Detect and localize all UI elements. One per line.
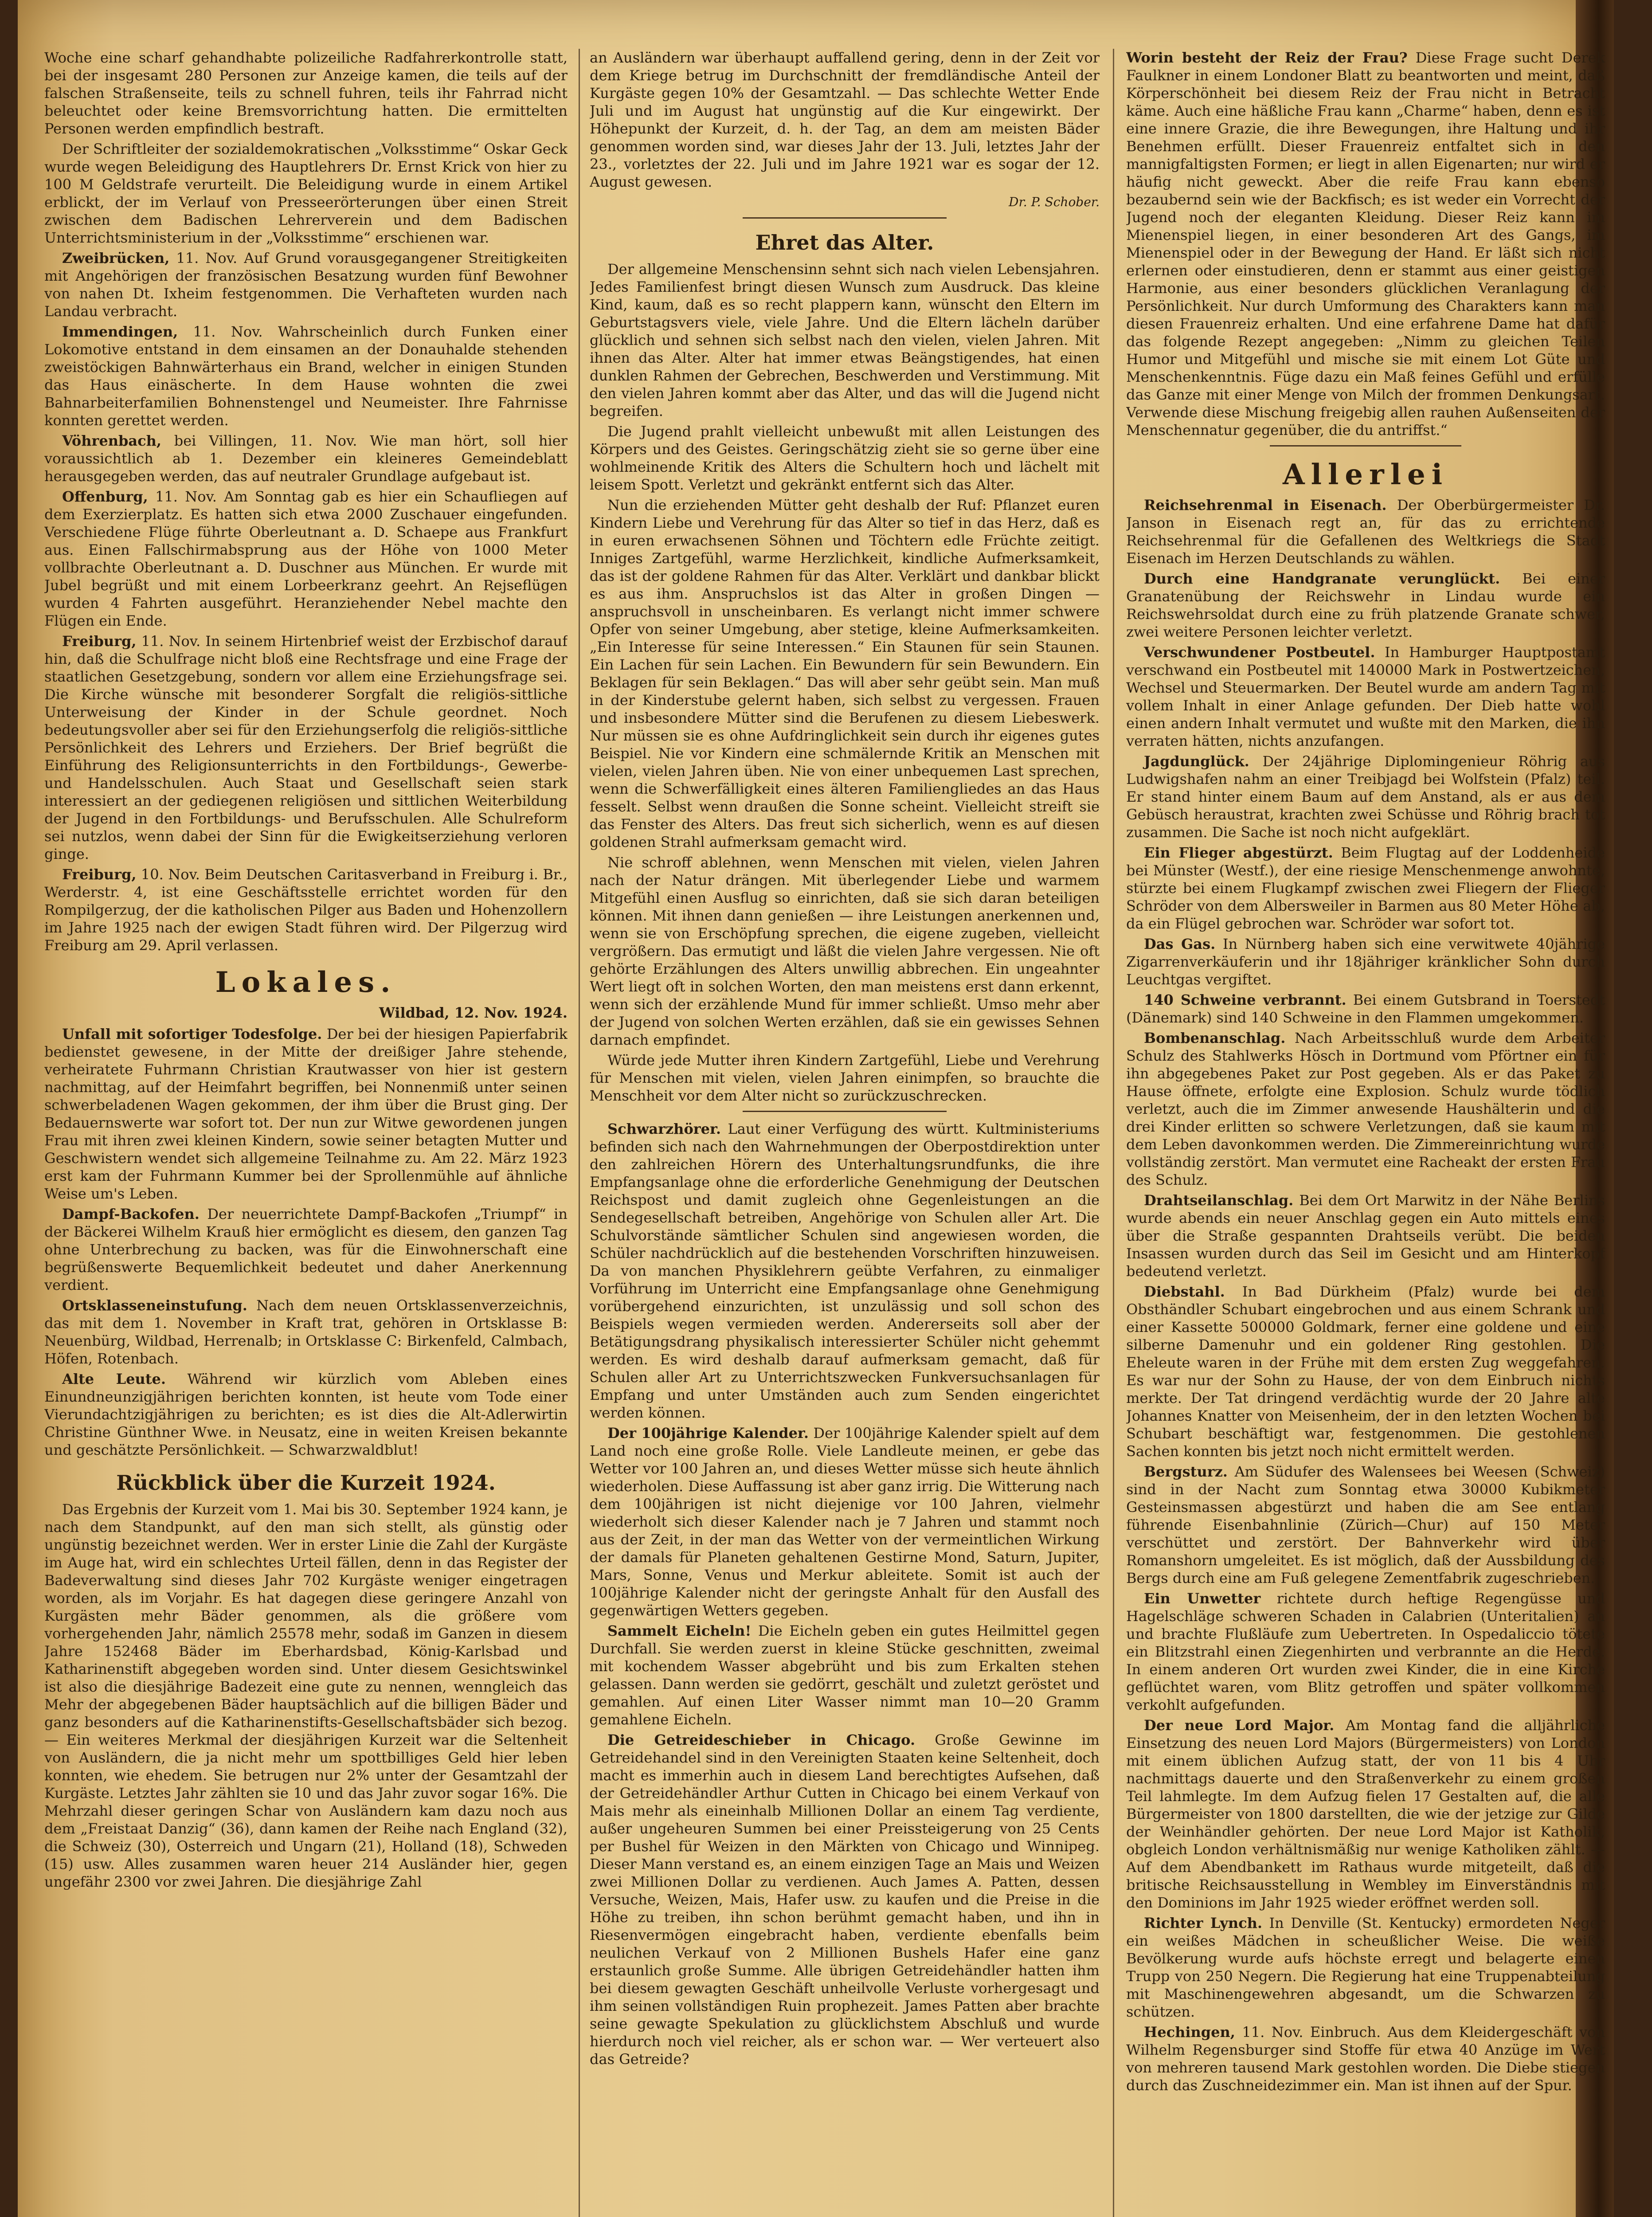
paragraph: an Ausländern war überhaupt auffallend gering, denn in der Zeit vor dem Kriege betrug im Durchschnitt der fremdländische Anteil der Kurgäste gegen 10% der Gesamtzahl. — Das schlechte Wetter Ende Juli und im August hat ungünstig auf die Kur eingewirkt. Der Höhepunkt der Kurzeit, d. h. der Tag, an dem am meisten Bäder genommen worden sind, war dieses Jahr der 13. Juli, letztes Jahr der 23., vorletztes der 22. Juli und im Jahre 1921 war es sogar der 12. August gewesen. xyxy=(590,49,1100,190)
news-item xyxy=(1126,844,1605,932)
item-text: In Nürnberg haben sich eine verwitwete 40jährige Zigarrenverkäuferin und ihr 18jähriger kränklicher Sohn durch Leuchtgas vergiftet. xyxy=(1126,936,1605,988)
item-text: 11. Nov. Wahrscheinlich durch Funken einer Lokomotive entstand in dem einsamen an der Donauhalde stehenden zweistöckigen Bahnwärterhaus ein Brand, welcher in einigen Stunden das Haus einäscherte. In dem Hause wohnten die zwei Bahnarbeiterfamilien Bohnenstengel und Neumeister. Ihre Fahrnisse konnten gerettet werden. xyxy=(44,323,568,429)
paragraph: Das Ergebnis der Kurzeit vom 1. Mai bis 30. September 1924 kann, je nach dem Standpunkt, auf den man sich stellt, als günstig oder ungünstig bezeichnet werden. Wer in erster Linie die Zahl der Kurgäste im Auge hat, wird ein schlechtes Urteil fällen, denn in das Register der Badeverwaltung sind dieses Jahr 702 Kurgäste weniger eingetragen worden, als im Vorjahr. Es hat dagegen diese geringere Anzahl von Kurgästen mehr Bäder genommen, als die größere vom vorhergehenden Jahr, nämlich 25578 mehr, sodaß im Ganzen in diesem Jahre 152468 Bäder im Eberhardsbad, König-Karlsbad und Katharinenstift abgegeben worden sind. Unter diesem Gesichtswinkel ist also die diesjährige Badezeit eine gute zu nennen, wenngleich das Mehr der abgegebenen Bäder hauptsächlich auf die billigen Bäder und ganz besonders auf die Katharinenstifts-Gesellschaftsbäder sich bezog. — Ein weiteres Merkmal der diesjährigen Kurzeit war die Seltenheit von Ausländern, die ja nicht mehr um spottbilliges Geld hier leben konnten, wie ehedem. Sie betrugen nur 2% unter der Gesamtzahl der Kurgäste. Letztes Jahr zählten sie 10 und das Jahr zuvor sogar 16%. Die Mehrzahl dieser geringen Schar von Ausländern kam dazu noch aus dem „Freistaat Danzig“ (36), dann kamen der Reihe nach England (32), die Schweiz (30), Osterreich und Ungarn (21), Holland (18), Schweden (15) usw. Alles zusammen waren heuer 214 Ausländer hier, gegen ungefähr 2300 vor zwei Jahren. Die diesjährige Zahl xyxy=(44,1501,568,1890)
separator xyxy=(1270,445,1461,447)
item-text: Der bei der hiesigen Papierfabrik bedienstet gewesene, in der Mitte der dreißiger Jahre stehende, verheiratete Fuhrmann Christian Krautwasser von hier ist gestern nachmittag, auf der Heimfahrt begriffen, bei Nonnenmiß unter seinen schwerbeladenen Wagen gekommen, der ihm über die Brust ging. Der Bedauernswerte war sofort tot. Der nun zur Witwe gewordenen jungen Frau mit ihren zwei kleinen Kindern, sowie seiner betagten Mutter und Geschwistern wendet sich allgemeine Teilnahme zu. Am 22. März 1923 erst kam der Fuhrmann Kummer bei der Sprollenmühle auf ähnliche Weise um's Leben. xyxy=(44,1026,568,1202)
author-signature: Dr. P. Schober. xyxy=(1009,195,1100,209)
item-text: Beim Flugtag auf der Loddenheide bei Münster (Westf.), der eine riesige Menschenmenge anwohnte, stürzte bei einem Flugkampf zwischen zwei Fliegern der Flieger Schröder von dem Albersweiler in Barmen aus 80 Meter Höhe ab, da ein Flügel gebrochen war. Schröder war sofort tot. xyxy=(1126,844,1605,932)
paragraph: Nie schroff ablehnen, wenn Menschen mit vielen, vielen Jahren nach der Natur drängen. Mit überlegender Liebe und warmem Mitgefühl einen Ausflug so einrichten, daß sie sich daran beteiligen können. Mit ihnen dann genießen — ihre Leistungen anerkennen und, wenn sie von Erschöpfung sprechen, die eigene zugeben, vielleicht vergrößern. Das ermutigt und läßt die vielen Jahre vergessen. Nie oft gehörte Erzählungen des Alters unwillig abbrechen. Ein ungeahnter Wert liegt oft in solchen Worten, den man meistens erst dann erkennt, wenn sich der erzählende Mund für immer schließt. Umso mehr aber der Jugend von solchen Werten erzählen, daß sie ein gewisses Sehnen darnach empfindet. xyxy=(590,854,1100,1048)
news-item xyxy=(1126,1716,1605,1911)
news-item xyxy=(44,1205,568,1294)
news-item xyxy=(44,1370,568,1459)
paragraph: Woche eine scharf gehandhabte polizeiliche Radfahrerkontrolle statt, bei der insgesamt 280 Personen zur Anzeige kamen, die teils auf der falschen Straßenseite, teils zu schnell fuhren, teils ihr Fahrrad nicht beleuchtet oder keine Bremsvorrichtung hatten. Die ermittelten Personen werden empfindlich bestraft. xyxy=(44,49,568,137)
item-text: Der neuerrichtete Dampf-Backofen „Triumpf“ in der Bäckerei Wilhelm Krauß hier ermöglicht es diesem, den ganzen Tag ohne Unterbrechung zu backen, was für die Einwohnerschaft eine begrüßenswerte Bequemlichkeit bedeutet und daher Anerkennung verdient. xyxy=(44,1206,568,1293)
item-text: 11. Nov. In seinem Hirtenbrief weist der Erzbischof darauf hin, daß die Schulfrage nicht bloß eine Rechtsfrage und eine Frage der staatlichen Gesetzgebung, sondern vor allem eine Erziehungsfrage sei. Die Kirche wünsche mit besonderer Sorgfalt die religiös-sittliche Unterweisung der Kinder in der Schule geordnet. Noch bedeutungsvoller aber sei für den Erziehungserfolg die religiös-sittliche Persönlichkeit des Lehrers und Erziehers. Der Brief begrüßt die Einführung des Religionsunterrichts in den Fortbildungs-, Gewerbe- und Handelsschulen. Auch Staat und Gesellschaft seien stark interessiert an der gediegenen religiösen und sittlichen Weiterbildung der Jugend in den Fortbildungs- und Berufsschulen. Alle Schulreform sei nutzlos, wenn dabei der Sinn für die Ewigkeitserziehung verloren ginge. xyxy=(44,633,568,862)
item-text: Bei einer Granatenübung der Reichswehr in Lindau wurde ein Reichswehrsoldat durch eine zu früh platzende Granate schwer, zwei weitere Personen leichter verletzt. xyxy=(1126,570,1605,640)
column-rule xyxy=(579,49,580,2217)
news-item xyxy=(44,1297,568,1367)
column-rule xyxy=(1113,49,1114,2217)
news-item xyxy=(590,1424,1100,1619)
item-head: Der 100jährige Kalender. xyxy=(607,1425,809,1441)
item-head: Freiburg, xyxy=(62,866,137,883)
item-head: Zweibrücken, xyxy=(62,250,170,266)
separator xyxy=(743,1111,947,1112)
item-head: 140 Schweine verbrannt. xyxy=(1144,991,1347,1008)
item-text: 11. Nov. Auf Grund vorausgegangener Streitigkeiten mit Angehörigen der französischen Besatzung wurden fünf Bewohner von nahen Dt. Ixheim festgenommen. Die Verhafteten wurden nach Landau verbracht. xyxy=(44,250,568,320)
column-2 xyxy=(590,49,1100,2217)
news-item xyxy=(1126,1463,1605,1587)
news-item xyxy=(1126,752,1605,841)
item-text: Nach dem neuen Ortsklassenverzeichnis, das mit dem 1. November in Kraft trat, gehören in Ortsklasse B: Neuenbürg, Wildbad, Herrenalb; in Ortsklasse C: Birkenfeld, Calmbach, Höfen, Rotenbach. xyxy=(44,1297,568,1367)
section-heading-allerlei: Allerlei xyxy=(1282,458,1449,491)
item-text: Große Gewinne im Getreidehandel sind in den Vereinigten Staaten keine Seltenheit, doch macht es immerhin auch in diesem Land berechtigtes Aufsehen, daß der Getreidehändler Arthur Cutten in Chicago bei einem Verkauf von Mais mehr als eineinhalb Millionen Dollar an einem Tag verdiente, außer ungeheuren Summen bei einer Preissteigerung von 25 Cents per Bushel für Weizen in den Märkten von Chicago und Winnipeg. Dieser Mann verstand es, an einem einzigen Tage an Mais und Weizen zwei Millionen Dollar zu verdienen. Auch James A. Patten, dessen Versuche, Weizen, Mais, Hafer usw. zu kaufen und die Preise in die Höhe zu treiben, ihn schon berühmt gemacht haben, und ihn in Riesenvermögen eingebracht haben, verdiente ebenfalls beim neulichen Verkauf von 2 Millionen Bushels Hafer eine ganz erstaunlich große Summe. Alle übrigen Getreidehändler hatten ihm bei diesem gewagten Geschäft unheilvolle Verluste vorhergesagt und ihm seinen vollständigen Ruin prophezeit. James Patten aber brachte seine gewagte Spekulation zu glücklichstem Abschluß und wurde hierdurch noch viel reicher, als er schon war. — Wer verteuert also das Getreide? xyxy=(590,1731,1100,2068)
news-item xyxy=(1126,991,1605,1026)
item-head: Drahtseilanschlag. xyxy=(1144,1192,1294,1209)
paragraph: Der allgemeine Menschensinn sehnt sich nach vielen Lebensjahren. Jedes Familienfest bringt diesen Wunsch zum Ausdruck. Das kleine Kind, kaum, daß es so recht plappern kann, wünscht den Eltern im Geburtstagsvers viele, viele Jahre. Und die Eltern lächeln darüber glücklich und sehnen sich selbst nach den vielen, vielen Jahren. Mit ihnen das Alter. Alter hat immer etwas Beängstigendes, hat einen dunklen Rahmen der Gebrechen, Beschwerden und Verstimmung. Mit den vielen Jahren kommt aber das Alter, und das will die Jugend nicht begreifen. xyxy=(590,261,1100,419)
item-head: Dampf-Backofen. xyxy=(62,1206,200,1222)
item-head: Ein Unwetter xyxy=(1144,1590,1261,1607)
news-item xyxy=(44,1025,568,1203)
item-head: Vöhrenbach, xyxy=(62,432,161,449)
item-text: Bei dem Ort Marwitz in der Nähe Berlins wurde abends ein neuer Anschlag gegen ein Auto mittels eines über die Straße gespannten Drahtseils verübt. Die beiden Insassen wurden durch das Seil im Gesicht und am Hinterkopf bedeutend verletzt. xyxy=(1126,1192,1605,1280)
item-head: Ortsklasseneinstufung. xyxy=(62,1297,247,1314)
item-head: Alte Leute. xyxy=(62,1371,166,1387)
item-text: Die Eicheln geben ein gutes Heilmittel gegen Durchfall. Sie werden zuerst in kleine Stücke geschnitten, zweimal mit kochendem Wasser abgebrüht und bis zum Erkalten stehen gelassen. Dann werden sie gedörrt, geschält und zuletzt geröstet und gemahlen. Auf einen Liter Wasser nimmt man 10—20 Gramm gemahlene Eicheln. xyxy=(590,1622,1100,1728)
news-item xyxy=(44,488,568,630)
paragraph: Würde jede Mutter ihren Kindern Zartgefühl, Liebe und Verehrung für Menschen mit vielen, vielen Jahren einimpfen, so brauchte die Menschheit vor dem Alter nicht so zurückzuschrecken. xyxy=(590,1052,1100,1104)
item-head: Offenburg, xyxy=(62,488,148,505)
item-text: Der 24jährige Diplomingenieur Röhrig aus Ludwigshafen nahm an einer Treibjagd bei Wolfstein (Pfalz) teil. Er stand hinter einem Baum auf dem Anstand, als er aus dem Gebüsch heraustrat, krachten zwei Schüsse und Röhrig brach tot zusammen. Die Sache ist noch nicht aufgeklärt. xyxy=(1126,753,1605,841)
item-head: Ein Flieger abgestürzt. xyxy=(1144,844,1333,861)
news-item xyxy=(1126,1191,1605,1280)
item-head: Durch eine Handgranate verunglückt. xyxy=(1144,570,1500,587)
item-head: Das Gas. xyxy=(1144,936,1216,952)
item-text: Bei einem Gutsbrand in Toerstedt (Dänemark) sind 140 Schweine in den Flammen umgekommen. xyxy=(1126,991,1605,1026)
item-head: Freiburg, xyxy=(62,633,137,650)
item-head: Schwarzhörer. xyxy=(607,1120,721,1137)
item-text: bei Villingen, 11. Nov. Wie man hört, soll hier voraussichtlich ab 1. Dezember ein kleineres Gemeindeblatt herausgegeben werden, das auf neutraler Grundlage aufgebaut ist. xyxy=(44,432,568,485)
separator xyxy=(743,217,947,219)
news-item xyxy=(44,249,568,320)
item-head: Worin besteht der Reiz der Frau? xyxy=(1126,49,1408,66)
item-head: Hechingen, xyxy=(1144,2024,1235,2041)
article-title: Rückblick über die Kurzeit 1924. xyxy=(116,1471,496,1495)
news-item xyxy=(1126,935,1605,988)
item-text: Nach Arbeitsschluß wurde dem Arbeiter Schulz des Stahlwerks Hösch in Dortmund vom Pförtner ein für ihn abgegebenes Paket zur Post gegeben. Als er das Paket zu Hause öffnete, erfolgte eine Explosion. Schulz wurde tödlich verletzt, auch die im Zimmer anwesende Haushälterin und die drei Kinder erlitten so schwere Verletzungen, daß sie kaum mit dem Leben davonkommen werden. Die Zimmereinrichtung wurde vollständig zerstört. Man vermutet eine Racheakt der ersten Frau des Schulz. xyxy=(1126,1030,1605,1188)
item-head: Diebstahl. xyxy=(1144,1283,1225,1300)
news-item xyxy=(1126,2023,1605,2094)
article-title: Ehret das Alter. xyxy=(755,231,934,255)
item-head: Sammelt Eicheln! xyxy=(607,1622,752,1639)
news-item xyxy=(590,1731,1100,2068)
item-head: Der neue Lord Major. xyxy=(1144,1717,1335,1734)
item-text: Während wir kürzlich vom Ableben eines Einundneunzigjährigen berichten konnten, ist heute vom Tode einer Vierundachtzigjährigen zu berichten; es ist dies die Alt-Adlerwirtin Christine Günthner Wwe. in Neusatz, eine in weiten Kreisen bekannte und geschätzte Persönlichkeit. — Schwarzwaldblut! xyxy=(44,1371,568,1458)
column-1 xyxy=(44,49,568,2217)
item-text: Diese Frage sucht Derek Faulkner in einem Londoner Blatt zu beantworten und meint, daß Körperschönheit bei diesem Reiz der Frau nicht in Betracht käme. Auch eine häßliche Frau kann „Charme“ haben, denn es ist eine innere Grazie, die ihre Bewegungen, ihre Haltung und ihr Benehmen erfüllt. Dieser Frauenreiz entfaltet sich in den mannigfaltigsten Formen; er liegt in allen Eigenarten; nur wird er häufig nicht geweckt. Aber die reife Frau kann ebenso bezaubernd sein wie der Backfisch; es ist weder ein Vorrecht der Jugend noch der eleganten Kleidung. Dieser Reiz kann im Mienenspiel liegen, in einer besonderen Art des Gangs, im Mienenspiel oder in der Bewegung der Hand. Er läßt sich nicht erlernen oder einstudieren, denn er stammt aus einer geistigen Harmonie, aus einer besonders glücklichen Veranlagung der Persönlichkeit. Nur durch Umformung des Charakters kann man diesen Frauenreiz erhalten. Und eine erfahrene Dame hat dafür das folgende Rezept angegeben: „Nimm zu gleichen Teilen Humor und Mitgefühl und mische sie mit einem Lot Güte und Menschenkenntnis. Füge dazu ein Maß feines Gefühl und erfülle das Ganze mit einer Menge von Milch der frommen Denkungsart. Verwende diese Mischung freigebig allen rauhen Außenseiten der Menschennatur gegenüber, die du antriffst.“ xyxy=(1126,49,1605,439)
item-text: Laut einer Verfügung des württ. Kultministeriums befinden sich nach den Wahrnehmungen der Oberpostdirektion unter den zahlreichen Hörern des Unterhaltungsrundfunks, die ihre Empfangsanlage ohne die erforderliche Genehmigung der Deutschen Reichspost und damit zugleich ohne Gegenleistungen an die Sendegesellschaft betreiben, Angehörige von Schulen aller Art. Die Schulvorstände sämtlicher Schulen sind angewiesen worden, die Schüler nachdrücklich auf die bestehenden Vorschriften hinzuweisen. Da von manchen Physiklehrern geübte Verfahren, zu einmaliger Vorführung im Unterricht eine Empfangsanlage ohne Genehmigung vorübergehend einzurichten, ist unzulässig und soll schon des Beispiels wegen vermieden werden. Andererseits soll aber der Betätigungsdrang physikalisch interessierter Schüler nicht gehemmt werden. Es wird deshalb darauf aufmerksam gemacht, daß für Schulen aller Art zu Unterrichtszwecken Funkversuchsanlagen für Empfang und unter Umständen auch zum Senden eingerichtet werden können. xyxy=(590,1120,1100,1421)
item-text: In Bad Dürkheim (Pfalz) wurde bei dem Obsthändler Schubart eingebrochen und aus einem Schrank und einer Kassette 500000 Goldmark, ferner eine goldene und eine silberne Damenuhr und ein goldener Ring gestohlen. Die Eheleute waren in der Frühe mit dem ersten Zug weggefahren. Es war nur der Sohn zu Hause, der von dem Einbruch nichts merkte. Der Tat dringend verdächtig wurde der 20 Jahre alte Johannes Knatter von Meisenheim, der in den letzten Wochen bei Schubart beschäftigt war, festgenommen. Die gestohlenen Sachen konnten bis jetzt noch nicht ermittelt werden. xyxy=(1126,1283,1605,1460)
item-text: 10. Nov. Beim Deutschen Caritasverband in Freiburg i. Br., Werderstr. 4, ist eine Geschäftsstelle errichtet worden für den Rompilgerzug, der die katholischen Pilger aus Baden und Hohenzollern im Jahre 1925 nach der ewigen Stadt führen wird. Der Pilgerzug wird Freiburg am 29. April verlassen. xyxy=(44,866,568,954)
paragraph: Die Jugend prahlt vielleicht unbewußt mit allen Leistungen des Körpers und des Geistes. Geringschätzig zieht sie so gerne über eine wohlmeinende Kritik des Alters die Schultern hoch und lächelt mit leisem Spott. Verletzt und gekränkt entfernt sich das Alter. xyxy=(590,423,1100,493)
news-item xyxy=(1126,49,1605,439)
item-text: 11. Nov. Am Sonntag gab es hier ein Schaufliegen auf dem Exerzierplatz. Es hatten sich etwa 2000 Zuschauer eingefunden. Verschiedene Flüge führte Oberleutnant a. D. Schaepe aus Frankfurt aus. Einen Fallschirmabsprung aus der Höhe von 1000 Meter vollbrachte Oberleutnant a. D. Duschner aus München. Er wurde mit Jubel begrüßt und mit einem Lorbeerkranz geehrt. An Rejseflügen wurden 4 Fahrten ausgeführt. Heranziehender Nebel machte den Flügen ein Ende. xyxy=(44,488,568,629)
item-head: Unfall mit sofortiger Todesfolge. xyxy=(62,1026,322,1042)
news-item xyxy=(590,1120,1100,1422)
item-head: Die Getreideschieber in Chicago. xyxy=(607,1731,916,1748)
item-head: Reichsehrenmal in Eisenach. xyxy=(1144,497,1387,513)
dateline: Wildbad, 12. Nov. 1924. xyxy=(379,1004,568,1021)
item-text: Der Oberbürgermeister Dr. Janson in Eisenach regt an, für das zu errichtende Reichsehrenmal für die Gefallenen des Weltkriegs die Stadt Eisenach im Herzen Deutschlands zu wählen. xyxy=(1126,497,1605,567)
item-text: Am Montag fand die alljährliche Einsetzung des neuen Lord Majors (Bürgermeisters) von London mit einem üblichen Aufzug statt, der von 11 bis 4 Uhr nachmittags dauerte und den Straßenverkehr zu einem großen Teil lahmlegte. Im dem Aufzug fielen 17 Gestalten auf, die alle Bürgermeister von 1800 darstellten, die wie der jetzige zur Gilde der Weinhändler gehörten. Der neue Lord Major ist Katholik, obgleich London verhältnismäßig nur wenige Katholiken zählt. — Auf dem Abendbankett im Rathaus wurde mitgeteilt, daß die britische Reichsausstellung in Wembley im Einverständnis mit den Dominions im Jahr 1925 wieder eröffnet werden soll. xyxy=(1126,1717,1605,1911)
news-item xyxy=(44,432,568,485)
section-heading-lokales: Lokales. xyxy=(215,966,397,999)
news-item xyxy=(44,632,568,863)
news-item xyxy=(1126,570,1605,641)
item-head: Richter Lynch. xyxy=(1144,1915,1263,1931)
paragraph: Der Schriftleiter der sozialdemokratischen „Volksstimme“ Oskar Geck wurde wegen Beleidigung des Hauptlehrers Dr. Ernst Krick von hier zu 100 M Geldstrafe verurteilt. Die Beleidigung wurde in einem Artikel erblickt, der im Verlauf von Presseerörterungen über einen Streit zwischen dem Badischen Lehrerverein und dem Badischen Unterrichtsministerium in der „Volksstimme“ erschienen war. xyxy=(44,141,568,246)
news-item xyxy=(44,323,568,429)
newspaper-page xyxy=(18,0,1614,2217)
news-item xyxy=(1126,1029,1605,1189)
item-text: Am Südufer des Walensees bei Weesen (Schweiz) sind in der Nacht zum Sonntag etwa 30000 Kubikmeter Gesteinsmassen abgestürzt und haben die am See entlang führende Eisenbahnlinie (Zürich—Chur) auf 150 Meter verschüttet und zerstört. Der Bahnverkehr wird über Romanshorn umgeleitet. Es ist möglich, daß der Aussbildung des Bergs durch eine am Fuß gelegene Zementfabrik zugeschrieben. xyxy=(1126,1463,1605,1586)
item-text: richtete durch heftige Regengüsse und Hagelschläge schweren Schaden in Calabrien (Unteritalien) an und brachte Flußläufe zum Uebertreten. In Ospedaliccio tötete ein Blitzstrahl einen Ziegenhirten und verbrannte an die Herde. In einem anderen Ort wurden zwei Kinder, die in eine Kirche geflüchtet waren, vom Blitz getroffen und später vollkommen verkohlt aufgefunden. xyxy=(1126,1590,1605,1713)
news-item xyxy=(590,1622,1100,1728)
news-item xyxy=(1126,643,1605,750)
item-text: In Denville (St. Kentucky) ermordeten Neger ein weißes Mädchen in scheußlicher Weise. Die weiße Bevölkerung wurde aufs höchste erregt und belagerte einen Trupp von 250 Negern. Die Regierung hat eine Truppenabteilung mit Maschinengewehren abgesandt, um die Schwarzen zu schützen. xyxy=(1126,1915,1605,2020)
news-item xyxy=(44,866,568,954)
news-item xyxy=(1126,1914,1605,2021)
item-head: Jagdunglück. xyxy=(1144,753,1249,770)
item-head: Bombenanschlag. xyxy=(1144,1030,1286,1046)
paragraph: Nun die erziehenden Mütter geht deshalb der Ruf: Pflanzet euren Kindern Liebe und Verehrung für das Alter so tief in das Herz, daß es in euren erwachsenen Söhnen und Töchtern edle Früchte zeitigt. Inniges Zartgefühl, warme Herzlichkeit, kindliche Aufmerksamkeit, das ist der goldene Rahmen für das Alter. Verklärt und dankbar blickt es aus ihm. Anspruchslos ist das Alter in großen Dingen — anspruchsvoll in unscheinbaren. Es verlangt nicht immer schwere Opfer von seiner Umgebung, aber stetige, kleine Aufmerksamkeiten. „Ein Interesse für seine Interessen.“ Ein Staunen für sein Staunen. Ein Lachen für sein Lachen. Ein Bewundern für sein Bewundern. Ein Beklagen für sein Beklagen.“ Das will aber sehr geübt sein. Man muß in der Kinderstube gelernt haben, sich selbst zu vergessen. Frauen und insbesondere Mütter sind die Berufenen zu diesem Liebeswerk. Nur müssen sie es ohne Aufdringlichkeit sein durch ihr eigenes gutes Beispiel. Nie vor Kindern eine schmälernde Kritik an Menschen mit vielen, vielen Jahren üben. Nie von einer unbequemen Last sprechen, wenn die Schwerfälligkeit eines älteren Familiengliedes an das Haus fesselt. Selbst wenn draußen die Sonne scheint. Vielleicht streift sie das Fenster des Alters. Das freut sich sicherlich, wenn es auf diesen goldenen Strahl aufmerksam gemacht wird. xyxy=(590,497,1100,850)
item-head: Immendingen, xyxy=(62,323,178,340)
item-head: Verschwundener Postbeutel. xyxy=(1144,644,1375,661)
news-item xyxy=(1126,1283,1605,1460)
item-head: Bergsturz. xyxy=(1144,1463,1228,1480)
news-item xyxy=(1126,496,1605,567)
item-text: 11. Nov. Einbruch. Aus dem Kleidergeschäft von Wilhelm Regensburger sind Stoffe für etwa 40 Anzüge im Wert von mehreren tausend Mark gestohlen worden. Die Diebe stiegen durch das Zuschneidezimmer ein. Man ist ihnen auf der Spur. xyxy=(1126,2024,1605,2094)
news-item xyxy=(1126,1590,1605,1714)
column-3 xyxy=(1126,49,1605,2217)
item-text: In Hamburger Hauptpostamt verschwand ein Postbeutel mit 140000 Mark in Postwertzeichen, Wechsel und Steuermarken. Der Beutel wurde am andern Tag mit vollem Inhalt in einer Anlage gefunden. Der Dieb hatte wohl einen andern Inhalt vermutet und wußte mit den Marken, die ihn verraten hätten, nichts anzufangen. xyxy=(1126,644,1605,749)
item-text: Der 100jährige Kalender spielt auf dem Land noch eine große Rolle. Viele Landleute meinen, er gebe das Wetter vor 100 Jahren an, und dieses Wetter müsse sich heute ähnlich wiederholen. Diese Auffassung ist aber ganz irrig. Die Witterung nach dem 100jährigen ist nicht diejenige vor 100 Jahren, vielmehr wiederholt sich dieser Kalender nach je 7 Jahren und stammt noch aus der Zeit, in der man das Wetter von der vermeintlichen Wirkung der damals für Planeten gehaltenen Gestirne Mond, Saturn, Jupiter, Mars, Sonne, Venus und Merkur ableitete. Somit ist auch der 100jährige Kalender nicht der geringste Anhalt für den Ausfall des gegenwärtigen Wetters gegeben. xyxy=(590,1425,1100,1619)
